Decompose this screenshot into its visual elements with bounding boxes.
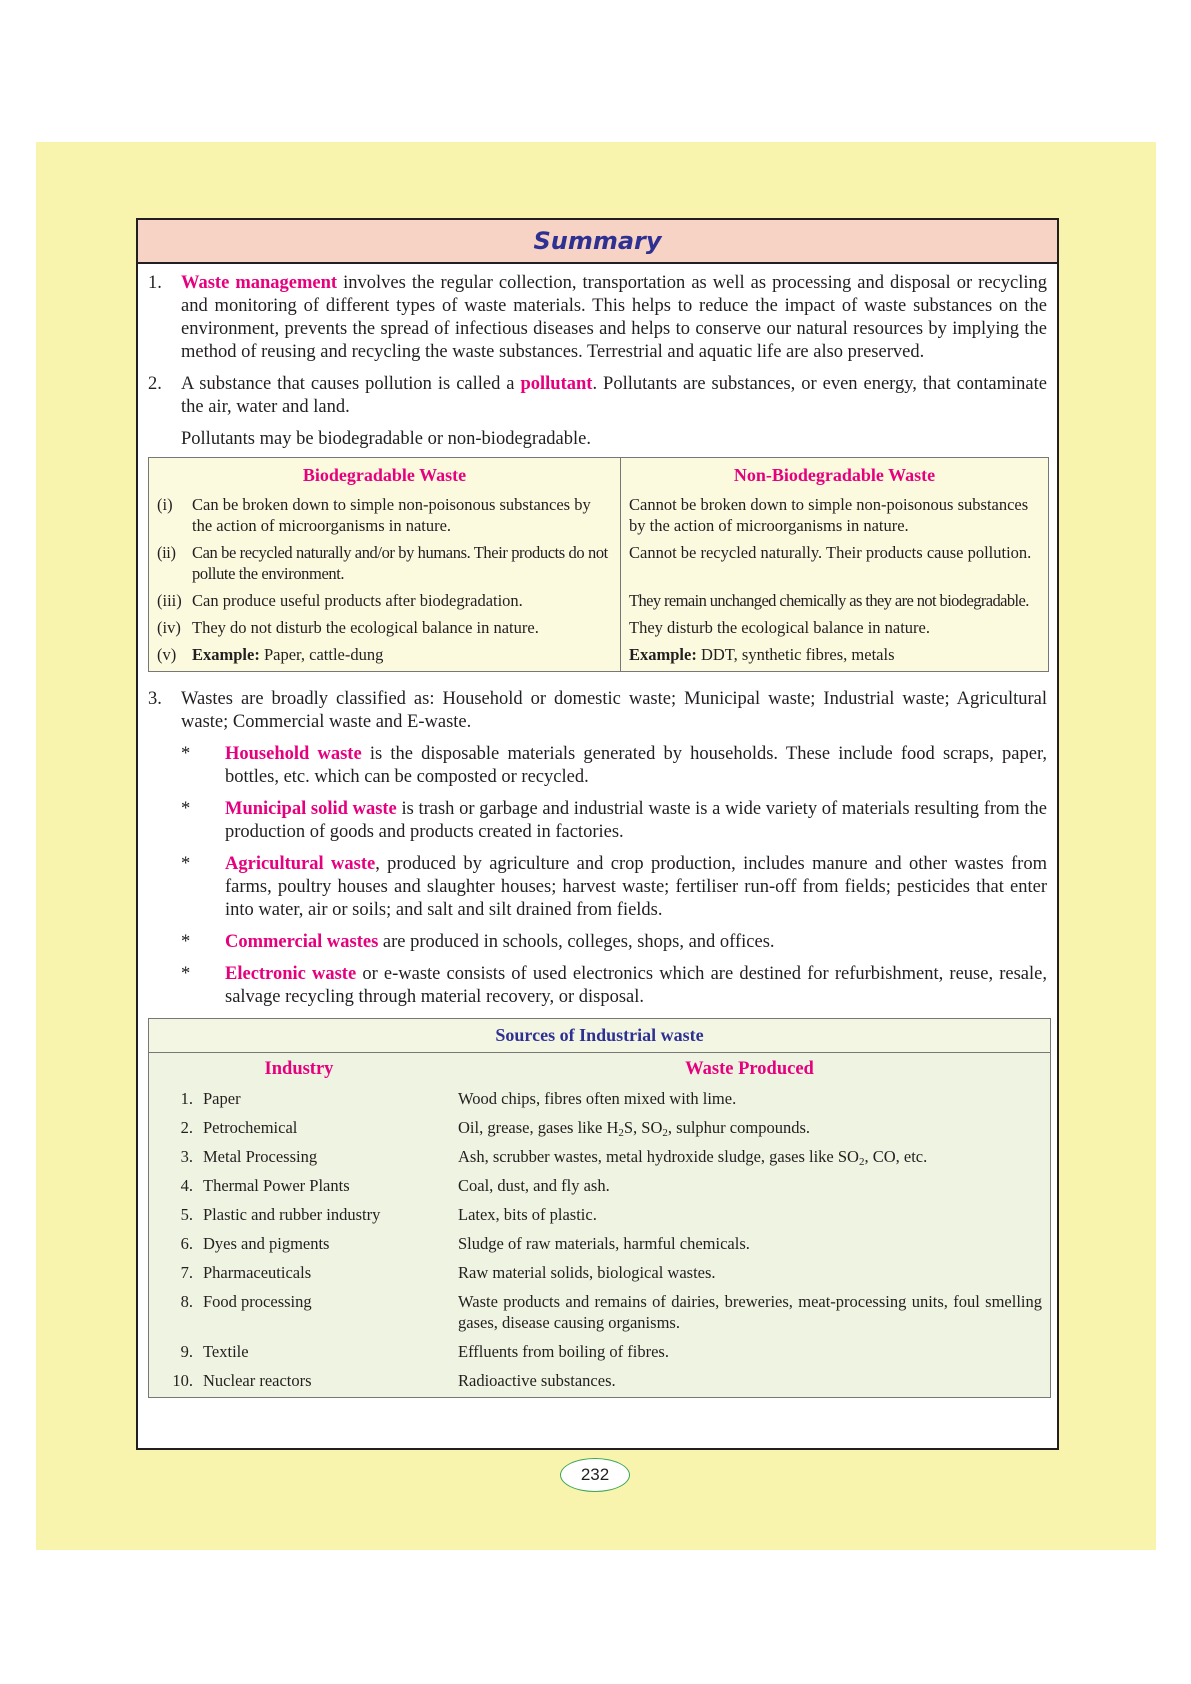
row-number: 3. — [180, 1147, 193, 1166]
cell-left: Can be broken down to simple non-poisonous substances by the action of microorganisms in nature. — [192, 495, 591, 535]
table-row — [149, 1171, 1050, 1200]
bullet-text: or e-waste consists of used electronics which are destined for refurbishment, reuse, resale, salvage recycling through material recovery, or disposal. — [225, 964, 1047, 1007]
table-row — [149, 641, 1049, 672]
waste-cell: Wood chips, fibres often mixed with lime. — [458, 1089, 737, 1108]
point-2 — [148, 373, 1047, 419]
bullet-term: Electronic waste — [225, 964, 357, 984]
bullet-municipal — [148, 798, 1047, 844]
bullet-term: Commercial wastes — [225, 932, 379, 952]
waste-cell: Coal, dust, and fly ash. — [458, 1176, 610, 1195]
bullet-text: is trash or garbage and industrial waste is a wide variety of materials resulting from the production of goods and products created in factories. — [225, 799, 1047, 842]
cell-left: Paper, cattle-dung — [259, 645, 384, 664]
bullet-text: is the disposable materials generated by households. These include food scraps, paper, bottles, etc. which can be composted or recycled. — [225, 744, 1047, 787]
waste-cell: Latex, bits of plastic. — [458, 1205, 597, 1224]
row-number: 5. — [180, 1205, 193, 1224]
industry-cell: Dyes and pigments — [203, 1234, 330, 1253]
point-text: Wastes are broadly classified as: Household or domestic waste; Municipal waste; Industrial waste; Agricultural waste; Commercial waste and E-waste. — [181, 689, 1047, 732]
industry-cell: Paper — [203, 1089, 241, 1108]
point-3 — [148, 688, 1047, 734]
example-label: Example: — [192, 645, 260, 664]
row-number: 4. — [180, 1176, 193, 1195]
term-waste-management: Waste management — [181, 273, 338, 293]
industry-cell: Thermal Power Plants — [203, 1176, 350, 1195]
bullet-electronic — [148, 963, 1047, 1009]
bullet-star: * — [181, 744, 191, 764]
bullet-star: * — [181, 932, 191, 952]
bullet-text: are produced in schools, colleges, shops, and offices. — [378, 932, 775, 952]
table-row — [149, 1200, 1050, 1229]
point-text: . Pollutants are substances, or even energy, that contaminate the air, water and land. — [181, 374, 1047, 417]
point-number: 3. — [148, 689, 162, 709]
industrial-waste-table — [148, 1018, 1051, 1398]
industry-cell: Textile — [203, 1342, 249, 1361]
cell-right: Cannot be recycled naturally. Their products cause pollution. — [629, 543, 1032, 562]
waste-cell: Oil, grease, gases like $H_2S$, $SO_2$, sulphur compounds. — [458, 1118, 810, 1139]
page-number: 232 — [560, 1458, 630, 1492]
table-row — [149, 539, 1049, 587]
cell-left: They do not disturb the ecological balance in nature. — [192, 618, 539, 637]
industry-cell: Petrochemical — [203, 1118, 298, 1137]
waste-cell: Radioactive substances. — [458, 1371, 616, 1390]
waste-cell: Waste products and remains of dairies, breweries, meat-processing units, foul smelling gases, disease causing organisms. — [458, 1292, 1042, 1332]
waste-comparison-table — [148, 457, 1049, 672]
point-text: involves the regular collection, transportation as well as processing and disposal or recycling and monitoring of different types of waste materials. This helps to reduce the impact of waste substances on the environment, prevents the spread of infectious diseases and helps to conserve our natural resources by implying the method of reusing and recycling the waste substances. Terrestrial and aquatic life are also preserved. — [181, 273, 1047, 362]
industry-cell: Nuclear reactors — [203, 1371, 312, 1390]
point-number: 1. — [148, 273, 162, 293]
bullet-term: Agricultural waste — [225, 854, 376, 874]
waste-cell: Raw material solids, biological wastes. — [458, 1263, 716, 1282]
industry-cell: Pharmaceuticals — [203, 1263, 312, 1282]
column-header-biodegradable: Biodegradable Waste — [149, 458, 621, 492]
table-row — [149, 587, 1049, 614]
cell-right: They disturb the ecological balance in nature. — [629, 618, 931, 637]
table-row — [149, 491, 1049, 539]
row-number: 2. — [180, 1118, 193, 1137]
table-row — [149, 1142, 1050, 1171]
bullet-agricultural — [148, 853, 1047, 922]
cell-right: They remain unchanged chemically as they are not biodegradable. — [629, 591, 1029, 610]
summary-title: Summary — [138, 220, 1057, 264]
table-row — [149, 1084, 1050, 1113]
row-number: 1. — [180, 1089, 193, 1108]
point-number: 2. — [148, 374, 162, 394]
cell-left: Can produce useful products after biodegradation. — [192, 591, 523, 610]
table-row — [149, 1287, 1050, 1337]
table-row — [149, 614, 1049, 641]
term-pollutant: pollutant — [520, 374, 593, 394]
table-row — [149, 1337, 1050, 1366]
bullet-star: * — [181, 799, 191, 819]
bullet-star: * — [181, 854, 191, 874]
industrial-table-title: Sources of Industrial waste — [149, 1019, 1050, 1053]
bullet-star: * — [181, 964, 191, 984]
bullet-text: , produced by agriculture and crop production, includes manure and other wastes from farms, poultry houses and slaughter houses; harvest waste; fertiliser run-off from fields; pesticides that enter into water, air or soils; and salt and silt drained from fields. — [225, 854, 1047, 920]
table-row — [149, 1366, 1050, 1397]
point-text: A substance that causes pollution is called a — [181, 374, 521, 394]
bullet-household — [148, 743, 1047, 789]
industry-cell: Plastic and rubber industry — [203, 1205, 381, 1224]
summary-box — [136, 218, 1059, 1450]
row-numeral: (iv) — [157, 618, 181, 637]
row-number: 6. — [180, 1234, 193, 1253]
point-1 — [148, 272, 1047, 364]
cell-right: Cannot be broken down to simple non-poisonous substances by the action of microorganisms in nature. — [629, 495, 1029, 535]
column-header-non-biodegradable: Non-Biodegradable Waste — [733, 465, 936, 485]
row-numeral: (v) — [157, 645, 177, 664]
bullet-term: Household waste — [225, 744, 362, 764]
row-numeral: (i) — [157, 495, 173, 514]
column-header-waste: Waste Produced — [685, 1059, 814, 1079]
table-row — [149, 1229, 1050, 1258]
waste-cell: Effluents from boiling of fibres. — [458, 1342, 669, 1361]
pollutant-types-line: Pollutants may be biodegradable or non-biodegradable. — [181, 429, 591, 449]
cell-right: DDT, synthetic fibres, metals — [696, 645, 895, 664]
waste-cell: Sludge of raw materials, harmful chemicals. — [458, 1234, 750, 1253]
table-row — [149, 1113, 1050, 1142]
row-number: 9. — [180, 1342, 193, 1361]
example-label: Example: — [629, 645, 697, 664]
waste-cell: Ash, scrubber wastes, metal hydroxide sludge, gases like $SO_2$, CO, etc. — [458, 1147, 928, 1168]
bullet-term: Municipal solid waste — [225, 799, 397, 819]
bullet-commercial — [148, 931, 1047, 954]
industry-cell: Metal Processing — [203, 1147, 318, 1166]
row-number: 7. — [180, 1263, 193, 1282]
industry-cell: Food processing — [203, 1292, 312, 1311]
table-row — [149, 1258, 1050, 1287]
cell-left: Can be recycled naturally and/or by humans. Their products do not pollute the environment. — [192, 543, 608, 583]
row-numeral: (ii) — [157, 543, 176, 562]
row-numeral: (iii) — [157, 591, 182, 610]
column-header-industry: Industry — [264, 1059, 334, 1079]
row-number: 8. — [180, 1292, 193, 1311]
summary-content — [138, 264, 1057, 1398]
row-number: 10. — [172, 1371, 193, 1390]
